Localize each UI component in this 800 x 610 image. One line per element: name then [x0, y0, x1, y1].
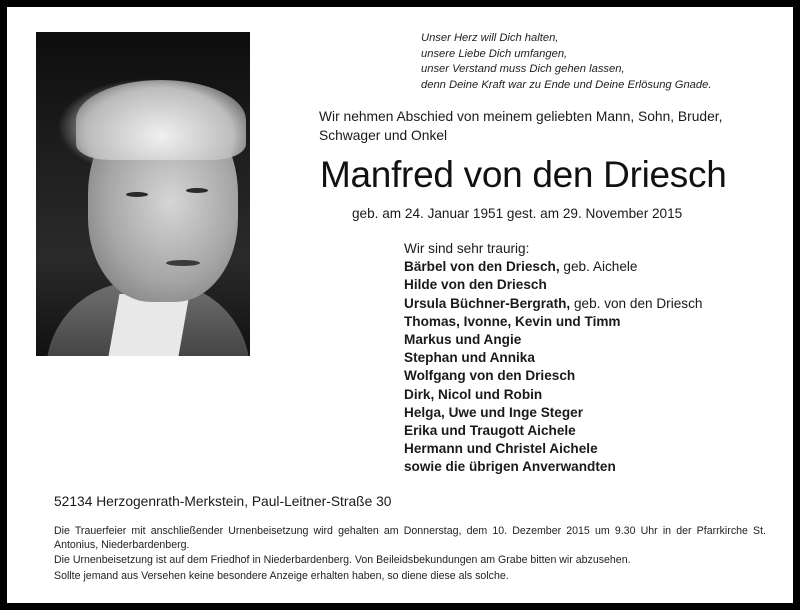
portrait-hair — [76, 80, 246, 160]
mourner-note: geb. Aichele — [559, 259, 638, 275]
mourner-row — [404, 386, 784, 404]
mourner-row — [404, 422, 784, 440]
portrait-photo — [36, 32, 250, 356]
notice-paragraph: Die Trauerfeier mit anschließender Urnenbeisetzung wird gehalten am Donnerstag, dem 10. Dezember 2015 um 9.30 Uhr in der Pfarrkirche St. Antonius, Niederbardenberg. — [54, 525, 766, 551]
mourner-name: Helga, Uwe und Inge Steger — [404, 404, 584, 420]
mourner-name: Erika und Traugott Aichele — [404, 423, 576, 439]
mourner-row — [404, 276, 784, 294]
poem — [421, 31, 781, 93]
life-dates: geb. am 24. Januar 1951 gest. am 29. November 2015 — [352, 206, 683, 221]
mourner-name: Wolfgang von den Driesch — [404, 368, 576, 384]
portrait-mouth — [166, 260, 200, 266]
poem-line: denn Deine Kraft war zu Ende und Deine Erlösung Gnade. — [421, 78, 712, 91]
deceased-name: Manfred von den Driesch — [320, 154, 727, 195]
mourner-note: geb. von den Driesch — [570, 295, 703, 311]
family-address: 52134 Herzogenrath-Merkstein, Paul-Leitner-Straße 30 — [54, 494, 392, 509]
mourner-name: Bärbel von den Driesch, — [404, 259, 560, 275]
poem-line: Unser Herz will Dich halten, — [421, 32, 559, 44]
poem-line: unsere Liebe Dich umfangen, — [421, 47, 568, 60]
mourner-row — [404, 458, 784, 476]
mourner-row — [404, 313, 784, 331]
mourner-row — [404, 349, 784, 367]
farewell-intro: Wir nehmen Abschied von meinem geliebten Mann, Sohn, Bruder, Schwager und Onkel — [319, 109, 723, 143]
mourner-name: Dirk, Nicol und Robin — [404, 386, 543, 402]
notice-paragraph: Sollte jemand aus Versehen keine besondere Anzeige erhalten haben, so diene diese als solche. — [54, 569, 509, 582]
mourner-name: sowie die übrigen Anverwandten — [404, 459, 616, 475]
mourner-row — [404, 258, 784, 276]
mourner-row — [404, 440, 784, 458]
mourners-list — [404, 240, 784, 477]
mourner-row — [404, 404, 784, 422]
mourner-name: Ursula Büchner-Bergrath, — [404, 295, 571, 311]
mourner-row — [404, 295, 784, 313]
mourner-name: Thomas, Ivonne, Kevin und Timm — [404, 313, 621, 329]
mourners-lead: Wir sind sehr traurig: — [404, 241, 530, 256]
mourner-row — [404, 367, 784, 385]
mourner-name: Hermann und Christel Aichele — [404, 441, 598, 457]
portrait-collar — [109, 294, 190, 356]
mourner-row — [404, 331, 784, 349]
poem-line: unser Verstand muss Dich gehen lassen, — [421, 63, 625, 75]
mourner-name: Hilde von den Driesch — [404, 277, 547, 293]
portrait-eye-left — [126, 192, 148, 197]
portrait-eye-right — [186, 188, 208, 193]
funeral-notice — [54, 525, 766, 583]
mourner-name: Stephan und Annika — [404, 350, 535, 366]
mourner-name: Markus und Angie — [404, 332, 522, 348]
notice-paragraph: Die Urnenbeisetzung ist auf dem Friedhof in Niederbardenberg. Von Beileidsbekundungen am Grabe bitten wir abzusehen. — [54, 554, 631, 567]
